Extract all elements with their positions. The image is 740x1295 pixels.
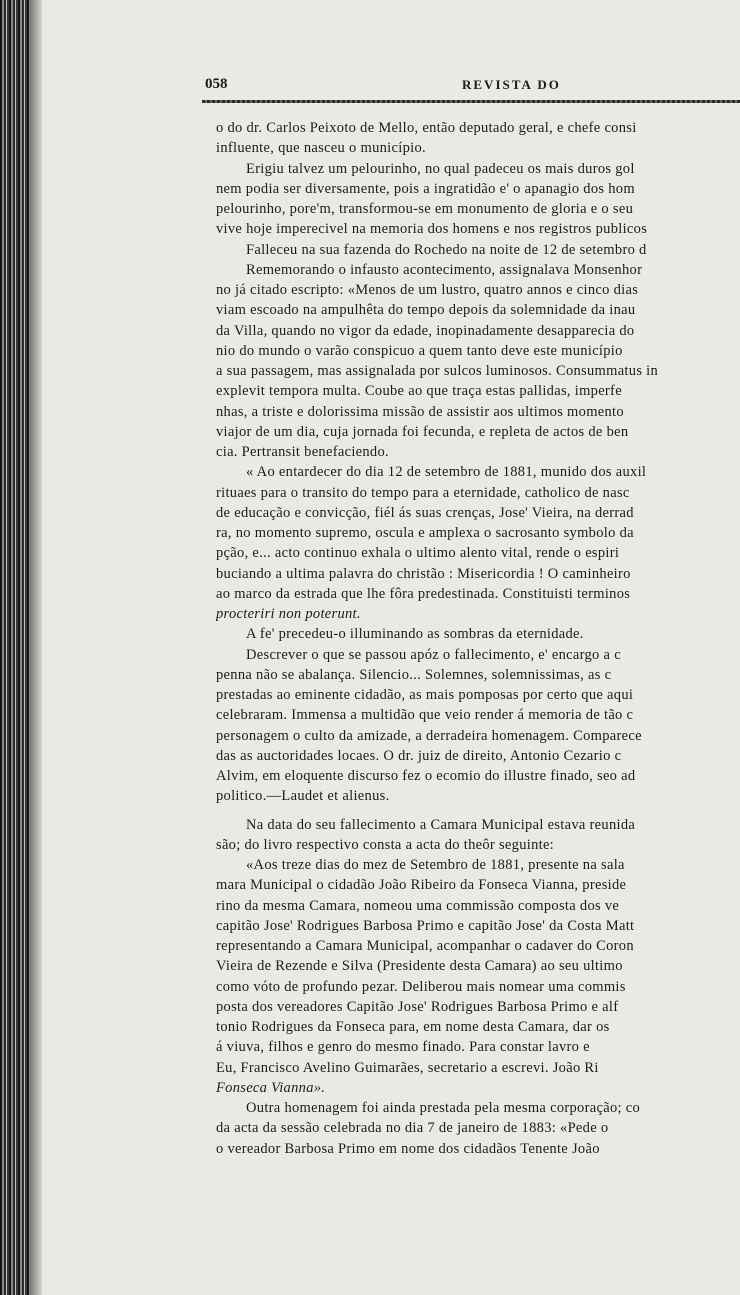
text-line: nhas, a triste e dolorissima missão de assistir aos ultimos momento	[216, 403, 624, 420]
page-number: 058	[205, 76, 228, 92]
text-line: celebraram. Immensa a multidão que veio render á memoria de tão c	[216, 707, 634, 724]
text-line: Fonseca Vianna».	[216, 1079, 326, 1096]
text-line: Eu, Francisco Avelino Guimarães, secretario a escrevi. João Ri	[216, 1059, 599, 1076]
text-line: A fe' precedeu-o illuminando as sombras da eternidade.	[246, 626, 584, 643]
text-line: Erigiu talvez um pelourinho, no qual padeceu os mais duros gol	[246, 160, 635, 177]
text-line: de educação e convicção, fiél ás suas crenças, Jose' Vieira, na derrad	[216, 504, 634, 521]
text-line: ao marco da estrada que lhe fôra predestinada. Constituisti terminos	[216, 585, 631, 602]
text-line: o vereador Barbosa Primo em nome dos cidadãos Tenente João	[216, 1140, 600, 1157]
text-line: nem podia ser diversamente, pois a ingratidão e' o apanagio dos hom	[216, 180, 635, 197]
body-text	[216, 118, 740, 1159]
text-line: são; do livro respectivo consta a acta do theôr seguinte:	[216, 836, 555, 853]
header-rule	[202, 100, 740, 103]
text-line: penna não se abalança. Silencio... Solemnes, solemnissimas, as c	[216, 666, 612, 683]
text-line: Alvim, em eloquente discurso fez o ecomio do illustre finado, seo ad	[216, 768, 636, 784]
text-line: ra, no momento supremo, oscula e amplexa o sacrosanto symbolo da	[216, 525, 634, 541]
text-line: da Villa, quando no vigor da edade, inopinadamente desapparecia do	[216, 322, 635, 339]
text-line: Falleceu na sua fazenda do Rochedo na noite de 12 de setembro d	[246, 241, 647, 258]
text-line: cia. Pertransit benefaciendo.	[216, 444, 389, 460]
text-line: personagem o culto da amizade, a derradeira homenagem. Comparece	[216, 727, 642, 744]
text-line: « Ao entardecer do dia 12 de setembro de 1881, munido dos auxil	[246, 464, 647, 481]
text-line: procteriri non poterunt.	[216, 606, 361, 622]
text-line: influente, que nasceu o município.	[216, 140, 426, 157]
text-line: como vóto de profundo pezar. Deliberou mais nomear uma commis	[216, 978, 626, 995]
text-line: pção, e... acto continuo exhala o ultimo alento vital, rende o espiri	[216, 545, 620, 562]
page-gutter-shadow	[30, 0, 42, 1295]
text-line: pelourinho, pore'm, transformou-se em monumento de gloria e o seu	[216, 201, 634, 217]
text-line: rino da mesma Camara, nomeou uma commissão composta dos ve	[216, 897, 620, 914]
text-line: prestadas ao eminente cidadão, as mais pomposas por certo que aqui	[216, 687, 634, 703]
text-line: viajor de um dia, cuja jornada foi fecunda, e repleta de actos de ben	[216, 423, 629, 440]
text-line: Descrever o que se passou apóz o fallecimento, e' encargo a c	[246, 646, 621, 663]
text-line: representando a Camara Municipal, acompanhar o cadaver do Coron	[216, 938, 634, 954]
text-line: a sua passagem, mas assignalada por sulcos luminosos. Consummatus in	[216, 363, 659, 379]
text-line: tonio Rodrigues da Fonseca para, em nome desta Camara, dar os	[216, 1019, 610, 1035]
text-line: mara Municipal o cidadão João Ribeiro da Fonseca Vianna, preside	[216, 877, 627, 894]
text-line: vive hoje imperecivel na memoria dos homens e nos registros publicos	[216, 221, 648, 238]
text-line: Rememorando o infausto acontecimento, assignalava Monsenhor	[246, 261, 643, 278]
text-line: rituaes para o transito do tempo para a eternidade, catholico de nasc	[216, 484, 630, 501]
text-line: explevit tempora multa. Coube ao que traça estas pallidas, imperfe	[216, 383, 622, 400]
text-line: nio do mundo o varão conspicuo a quem tanto deve este município	[216, 342, 623, 359]
text-line: á viuva, filhos e genro do mesmo finado. Para constar lavro e	[216, 1039, 590, 1056]
text-line: da acta da sessão celebrada no dia 7 de janeiro de 1883: «Pede o	[216, 1120, 609, 1137]
text-line: no já citado escripto: «Menos de um lustro, quatro annos e cinco dias	[216, 282, 639, 298]
text-line: Vieira de Rezende e Silva (Presidente desta Camara) ao seu ultimo	[216, 958, 623, 975]
text-line: Na data do seu fallecimento a Camara Municipal estava reunida	[246, 816, 636, 833]
book-binding-edge	[0, 0, 30, 1295]
text-line: «Aos treze dias do mez de Setembro de 1881, presente na sala	[246, 857, 625, 873]
text-line: capitão Jose' Rodrigues Barbosa Primo e capitão Jose' da Costa Matt	[216, 917, 635, 934]
text-line: o do dr. Carlos Peixoto de Mello, então deputado geral, e chefe consi	[216, 120, 637, 136]
text-line: das as auctoridades locaes. O dr. juiz de direito, Antonio Cezario c	[216, 747, 622, 764]
text-line: viam escoado na ampulhêta do tempo depois da solemnidade da inau	[216, 302, 636, 319]
text-line: posta dos vereadores Capitão Jose' Rodrigues Barbosa Primo e alf	[216, 998, 619, 1015]
text-line: Outra homenagem foi ainda prestada pela mesma corporação; co	[246, 1100, 641, 1116]
text-line: buciando a ultima palavra do christão : Misericordia ! O caminheiro	[216, 565, 631, 582]
running-title: REVISTA DO	[462, 77, 561, 92]
text-line: politico.—Laudet et alienus.	[216, 788, 390, 805]
